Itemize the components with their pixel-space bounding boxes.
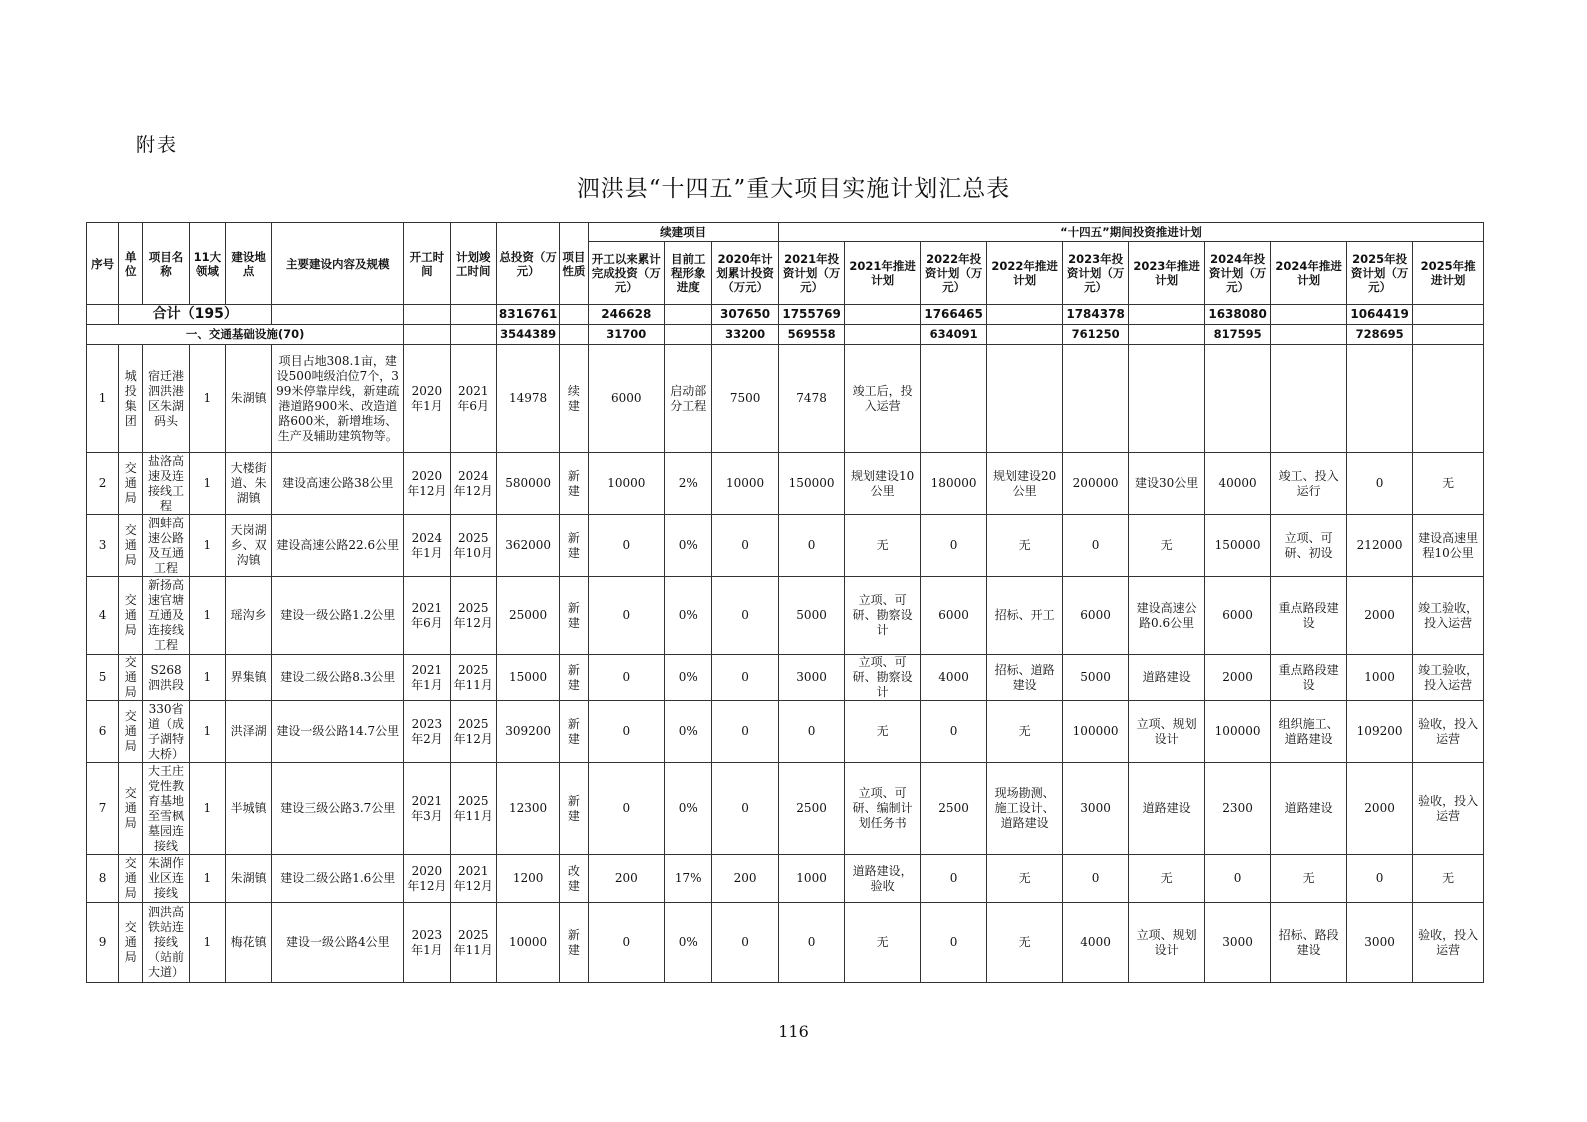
cell-inv-2024: 2000: [1204, 655, 1270, 701]
cell-prog-2022: 无: [987, 903, 1063, 983]
cell-prog-2021: 无: [845, 515, 921, 577]
cell-content: 建设二级公路8.3公里: [272, 655, 404, 701]
cell-plan-2020: 10000: [712, 453, 778, 515]
cell-plan-2020: 0: [712, 577, 778, 655]
cell-nature: 新建: [560, 763, 588, 855]
cell-inv-2022: 0: [920, 903, 986, 983]
header-row-top: [87, 223, 1484, 242]
cell-prog-2024: 重点路段建设: [1271, 577, 1347, 655]
cell-inv-2021: 5000: [778, 577, 844, 655]
cell-inv-2021: 1000: [778, 855, 844, 903]
cell-progress: 2%: [665, 453, 712, 515]
cell-start: 2020年12月: [404, 855, 450, 903]
cell-inv-2023: 100000: [1062, 701, 1128, 763]
cell-content: 建设二级公路1.6公里: [272, 855, 404, 903]
cell-inv-2025: [1346, 345, 1412, 453]
header-prog-2024: 2024年推进计划: [1271, 242, 1347, 305]
category-row: [87, 325, 1484, 345]
cell-plan-2020: 0: [712, 515, 778, 577]
header-unit: 单位: [119, 223, 143, 305]
cell-start: 2020年1月: [404, 345, 450, 453]
table-row: [87, 855, 1484, 903]
cell-prog-2021: 无: [845, 903, 921, 983]
header-progress: 目前工程形象进度: [665, 242, 712, 305]
cell-seq: 1: [87, 345, 119, 453]
cell-inv-2022: 2500: [920, 763, 986, 855]
cell-inv-2022: 180000: [920, 453, 986, 515]
cell-name: 宿迁港泗洪港区朱湖码头: [143, 345, 189, 453]
cell-prog-2024: 重点路段建设: [1271, 655, 1347, 701]
cell-name: 新扬高速官塘互通及连接线工程: [143, 577, 189, 655]
cell-start: 2021年6月: [404, 577, 450, 655]
cell-content: 建设一级公路14.7公里: [272, 701, 404, 763]
cell-seq: 4: [87, 577, 119, 655]
header-inv-2021: 2021年投资计划（万元）: [778, 242, 844, 305]
cell-prog-2022: 无: [987, 701, 1063, 763]
cell-prog-2024: [1271, 345, 1347, 453]
table-row: [87, 903, 1484, 983]
cell-location: 朱湖镇: [225, 855, 271, 903]
cell-seq: 2: [87, 453, 119, 515]
cell-plan-2020: 200: [712, 855, 778, 903]
cell-prog-2025: 验收，投入运营: [1413, 763, 1484, 855]
header-inv-2024: 2024年投资计划（万元）: [1204, 242, 1270, 305]
cell-nature: 新建: [560, 453, 588, 515]
cell-inv-2022: [920, 345, 986, 453]
cell-inv-2025: 3000: [1346, 903, 1412, 983]
header-seq: 序号: [87, 223, 119, 305]
cell-prog-2022: 现场勘测、施工设计、道路建设: [987, 763, 1063, 855]
cell-prog-2025: 竣工验收，投入运营: [1413, 655, 1484, 701]
cell-inv-2024: [1204, 345, 1270, 453]
header-continued-group: 续建项目: [588, 223, 778, 242]
cell-seq: 3: [87, 515, 119, 577]
cell-unit: 交通局: [119, 701, 143, 763]
cell-inv-2021: 3000: [778, 655, 844, 701]
cell-field: 1: [189, 453, 225, 515]
cell-inv-2024: 3000: [1204, 903, 1270, 983]
category-total-invest: 3544389: [496, 325, 559, 345]
cell-name: 大王庄党性教育基地至雪枫墓园连接线: [143, 763, 189, 855]
cell-prog-2021: 道路建设，验收: [845, 855, 921, 903]
header-start: 开工时间: [404, 223, 450, 305]
cell-progress: 0%: [665, 515, 712, 577]
header-content: 主要建设内容及规模: [272, 223, 404, 305]
cell-total-invest: 309200: [496, 701, 559, 763]
cell-inv-2023: 0: [1062, 855, 1128, 903]
cell-start: 2024年1月: [404, 515, 450, 577]
cell-seq: 9: [87, 903, 119, 983]
cell-inv-2022: 4000: [920, 655, 986, 701]
cell-prog-2025: 建设高速里程10公里: [1413, 515, 1484, 577]
project-rows: [87, 345, 1484, 983]
table-row: [87, 577, 1484, 655]
cell-total-invest: 580000: [496, 453, 559, 515]
category-label: 一、交通基础设施(70): [87, 325, 404, 345]
cell-prog-2022: [987, 345, 1063, 453]
cell-inv-2023: 5000: [1062, 655, 1128, 701]
cell-inv-2024: 40000: [1204, 453, 1270, 515]
cell-finish: 2025年10月: [450, 515, 496, 577]
cell-name: S268泗洪段: [143, 655, 189, 701]
cell-progress: 0%: [665, 701, 712, 763]
cell-inv-2024: 150000: [1204, 515, 1270, 577]
cell-nature: 新建: [560, 655, 588, 701]
cell-prog-2023: 无: [1129, 515, 1205, 577]
table-row: [87, 701, 1484, 763]
appendix-label: 附表: [136, 134, 179, 156]
cell-field: 1: [189, 855, 225, 903]
cell-field: 1: [189, 655, 225, 701]
cell-total-invest: 15000: [496, 655, 559, 701]
cell-prog-2021: 竣工后，投入运营: [845, 345, 921, 453]
cell-content: 建设高速公路22.6公里: [272, 515, 404, 577]
header-plan-2020: 2020年计划累计投资（万元）: [712, 242, 778, 305]
cell-prog-2025: 无: [1413, 855, 1484, 903]
header-prog-2025: 2025年推进计划: [1413, 242, 1484, 305]
cell-field: 1: [189, 577, 225, 655]
cell-prog-2024: 竣工、投入运行: [1271, 453, 1347, 515]
cell-progress: 0%: [665, 763, 712, 855]
cell-prog-2023: 道路建设: [1129, 763, 1205, 855]
cell-inv-2023: 200000: [1062, 453, 1128, 515]
cell-inv-2021: 0: [778, 515, 844, 577]
cell-cum-invest: 0: [588, 577, 665, 655]
cell-prog-2023: [1129, 345, 1205, 453]
cell-inv-2023: 6000: [1062, 577, 1128, 655]
header-total-invest: 总投资（万元）: [496, 223, 559, 305]
cell-start: 2023年1月: [404, 903, 450, 983]
document-title: 泗洪县“十四五”重大项目实施计划汇总表: [576, 176, 1011, 202]
cell-name: 泗洪高铁站连接线（站前大道）: [143, 903, 189, 983]
cell-field: 1: [189, 903, 225, 983]
cell-total-invest: 362000: [496, 515, 559, 577]
cell-start: 2023年2月: [404, 701, 450, 763]
cell-inv-2025: 109200: [1346, 701, 1412, 763]
category-inv-2021: 569558: [778, 325, 844, 345]
cell-nature: 新建: [560, 701, 588, 763]
cell-seq: 6: [87, 701, 119, 763]
category-inv-2022: 634091: [920, 325, 986, 345]
header-prog-2022: 2022年推进计划: [987, 242, 1063, 305]
cell-prog-2023: 道路建设: [1129, 655, 1205, 701]
header-name: 项目名称: [143, 223, 189, 305]
cell-finish: 2025年11月: [450, 763, 496, 855]
category-inv-2025: 728695: [1346, 325, 1412, 345]
category-inv-2024: 817595: [1204, 325, 1270, 345]
cell-unit: 交通局: [119, 655, 143, 701]
category-inv-2023: 761250: [1062, 325, 1128, 345]
cell-progress: 0%: [665, 577, 712, 655]
total-inv-2021: 1755769: [778, 305, 844, 325]
cell-cum-invest: 6000: [588, 345, 665, 453]
cell-prog-2024: 招标、路段建设: [1271, 903, 1347, 983]
cell-prog-2024: 道路建设: [1271, 763, 1347, 855]
cell-inv-2021: 2500: [778, 763, 844, 855]
header-prog-2023: 2023年推进计划: [1129, 242, 1205, 305]
cell-progress: 0%: [665, 903, 712, 983]
total-cum-invest: 246628: [588, 305, 665, 325]
cell-prog-2023: 建设高速公路0.6公里: [1129, 577, 1205, 655]
cell-inv-2023: 4000: [1062, 903, 1128, 983]
cell-nature: 续建: [560, 345, 588, 453]
cell-prog-2021: 立项、可研、编制计划任务书: [845, 763, 921, 855]
cell-cum-invest: 0: [588, 515, 665, 577]
cell-prog-2023: 建设30公里: [1129, 453, 1205, 515]
cell-location: 梅花镇: [225, 903, 271, 983]
cell-total-invest: 14978: [496, 345, 559, 453]
cell-finish: 2025年12月: [450, 577, 496, 655]
cell-inv-2025: 0: [1346, 855, 1412, 903]
cell-inv-2025: 2000: [1346, 577, 1412, 655]
cell-prog-2025: 竣工验收，投入运营: [1413, 577, 1484, 655]
cell-inv-2024: 6000: [1204, 577, 1270, 655]
cell-name: 泗蚌高速公路及互通工程: [143, 515, 189, 577]
cell-start: 2021年1月: [404, 655, 450, 701]
category-plan-2020: 33200: [712, 325, 778, 345]
cell-prog-2022: 规划建设20公里: [987, 453, 1063, 515]
cell-field: 1: [189, 701, 225, 763]
cell-unit: 交通局: [119, 453, 143, 515]
header-cum-invest: 开工以来累计完成投资（万元）: [588, 242, 665, 305]
cell-prog-2023: 立项、规划设计: [1129, 903, 1205, 983]
cell-location: 界集镇: [225, 655, 271, 701]
cell-prog-2025: [1413, 345, 1484, 453]
header-inv-2025: 2025年投资计划（万元）: [1346, 242, 1412, 305]
cell-prog-2021: 立项、可研、勘察设计: [845, 577, 921, 655]
cell-prog-2022: 无: [987, 855, 1063, 903]
cell-inv-2021: 7478: [778, 345, 844, 453]
cell-unit: 城投集团: [119, 345, 143, 453]
cell-inv-2022: 0: [920, 701, 986, 763]
cell-cum-invest: 10000: [588, 453, 665, 515]
cell-location: 大楼街道、朱湖镇: [225, 453, 271, 515]
table-row: [87, 345, 1484, 453]
cell-unit: 交通局: [119, 577, 143, 655]
cell-inv-2024: 2300: [1204, 763, 1270, 855]
table-row: [87, 453, 1484, 515]
table-row: [87, 655, 1484, 701]
cell-location: 天岗湖乡、双沟镇: [225, 515, 271, 577]
cell-unit: 交通局: [119, 903, 143, 983]
cell-plan-2020: 7500: [712, 345, 778, 453]
cell-seq: 5: [87, 655, 119, 701]
cell-content: 建设高速公路38公里: [272, 453, 404, 515]
cell-cum-invest: 0: [588, 701, 665, 763]
cell-inv-2023: 0: [1062, 515, 1128, 577]
cell-finish: 2024年12月: [450, 453, 496, 515]
cell-finish: 2025年11月: [450, 655, 496, 701]
cell-plan-2020: 0: [712, 655, 778, 701]
cell-unit: 交通局: [119, 763, 143, 855]
cell-finish: 2025年12月: [450, 701, 496, 763]
cell-inv-2024: 0: [1204, 855, 1270, 903]
cell-prog-2021: 规划建设10公里: [845, 453, 921, 515]
cell-location: 半城镇: [225, 763, 271, 855]
cell-prog-2024: 组织施工、道路建设: [1271, 701, 1347, 763]
cell-nature: 新建: [560, 577, 588, 655]
total-label: 合计（195）: [119, 305, 272, 325]
cell-prog-2021: 立项、可研、勘察设计: [845, 655, 921, 701]
total-invest: 8316761: [496, 305, 559, 325]
table-row: [87, 763, 1484, 855]
cell-nature: 新建: [560, 515, 588, 577]
cell-inv-2025: 2000: [1346, 763, 1412, 855]
cell-field: 1: [189, 345, 225, 453]
cell-cum-invest: 0: [588, 903, 665, 983]
cell-name: 盐洛高速及连接线工程: [143, 453, 189, 515]
cell-inv-2023: 3000: [1062, 763, 1128, 855]
cell-total-invest: 1200: [496, 855, 559, 903]
total-inv-2023: 1784378: [1062, 305, 1128, 325]
cell-plan-2020: 0: [712, 701, 778, 763]
header-nature: 项目性质: [560, 223, 588, 305]
cell-content: 建设一级公路1.2公里: [272, 577, 404, 655]
cell-inv-2025: 212000: [1346, 515, 1412, 577]
cell-prog-2022: 招标、道路建设: [987, 655, 1063, 701]
cell-unit: 交通局: [119, 515, 143, 577]
cell-content: 项目占地308.1亩，建设500吨级泊位7个，399米停靠岸线，新建疏港道路900米、改造道路600米，新增堆场、生产及辅助建筑物等。: [272, 345, 404, 453]
cell-seq: 7: [87, 763, 119, 855]
cell-field: 1: [189, 763, 225, 855]
cell-seq: 8: [87, 855, 119, 903]
cell-finish: 2021年6月: [450, 345, 496, 453]
cell-inv-2022: 6000: [920, 577, 986, 655]
cell-prog-2022: 无: [987, 515, 1063, 577]
cell-content: 建设三级公路3.7公里: [272, 763, 404, 855]
cell-name: 330省道（成子湖特大桥）: [143, 701, 189, 763]
cell-inv-2021: 0: [778, 701, 844, 763]
cell-inv-2025: 0: [1346, 453, 1412, 515]
cell-inv-2022: 0: [920, 855, 986, 903]
cell-prog-2025: 验收，投入运营: [1413, 701, 1484, 763]
header-plan-group: “十四五”期间投资推进计划: [778, 223, 1483, 242]
table-row: [87, 515, 1484, 577]
header-location: 建设地点: [225, 223, 271, 305]
cell-prog-2023: 无: [1129, 855, 1205, 903]
cell-plan-2020: 0: [712, 903, 778, 983]
cell-name: 朱湖作业区连接线: [143, 855, 189, 903]
cell-nature: 新建: [560, 903, 588, 983]
total-plan-2020: 307650: [712, 305, 778, 325]
cell-location: 洪泽湖: [225, 701, 271, 763]
project-plan-table: [86, 222, 1484, 983]
cell-field: 1: [189, 515, 225, 577]
cell-cum-invest: 200: [588, 855, 665, 903]
header-finish: 计划竣工时间: [450, 223, 496, 305]
total-inv-2022: 1766465: [920, 305, 986, 325]
total-inv-2025: 1064419: [1346, 305, 1412, 325]
cell-prog-2023: 立项、规划设计: [1129, 701, 1205, 763]
cell-prog-2022: 招标、开工: [987, 577, 1063, 655]
cell-total-invest: 12300: [496, 763, 559, 855]
cell-unit: 交通局: [119, 855, 143, 903]
cell-cum-invest: 0: [588, 655, 665, 701]
cell-location: 瑶沟乡: [225, 577, 271, 655]
cell-inv-2021: 0: [778, 903, 844, 983]
cell-progress: 0%: [665, 655, 712, 701]
cell-finish: 2025年11月: [450, 903, 496, 983]
cell-content: 建设一级公路4公里: [272, 903, 404, 983]
category-cum-invest: 31700: [588, 325, 665, 345]
header-inv-2023: 2023年投资计划（万元）: [1062, 242, 1128, 305]
cell-total-invest: 10000: [496, 903, 559, 983]
total-inv-2024: 1638080: [1204, 305, 1270, 325]
cell-start: 2021年3月: [404, 763, 450, 855]
cell-finish: 2021年12月: [450, 855, 496, 903]
cell-inv-2022: 0: [920, 515, 986, 577]
cell-cum-invest: 0: [588, 763, 665, 855]
header-field: 11大领域: [189, 223, 225, 305]
cell-progress: 启动部分工程: [665, 345, 712, 453]
cell-prog-2024: 无: [1271, 855, 1347, 903]
cell-prog-2025: 无: [1413, 453, 1484, 515]
header-prog-2021: 2021年推进计划: [845, 242, 921, 305]
cell-prog-2021: 无: [845, 701, 921, 763]
total-row: [87, 305, 1484, 325]
cell-inv-2021: 150000: [778, 453, 844, 515]
cell-inv-2024: 100000: [1204, 701, 1270, 763]
cell-inv-2023: [1062, 345, 1128, 453]
cell-prog-2024: 立项、可研、初设: [1271, 515, 1347, 577]
page-number: 116: [778, 1022, 809, 1041]
cell-total-invest: 25000: [496, 577, 559, 655]
cell-start: 2020年12月: [404, 453, 450, 515]
cell-progress: 17%: [665, 855, 712, 903]
cell-nature: 改建: [560, 855, 588, 903]
cell-plan-2020: 0: [712, 763, 778, 855]
cell-location: 朱湖镇: [225, 345, 271, 453]
cell-prog-2025: 验收，投入运营: [1413, 903, 1484, 983]
header-inv-2022: 2022年投资计划（万元）: [920, 242, 986, 305]
cell-inv-2025: 1000: [1346, 655, 1412, 701]
